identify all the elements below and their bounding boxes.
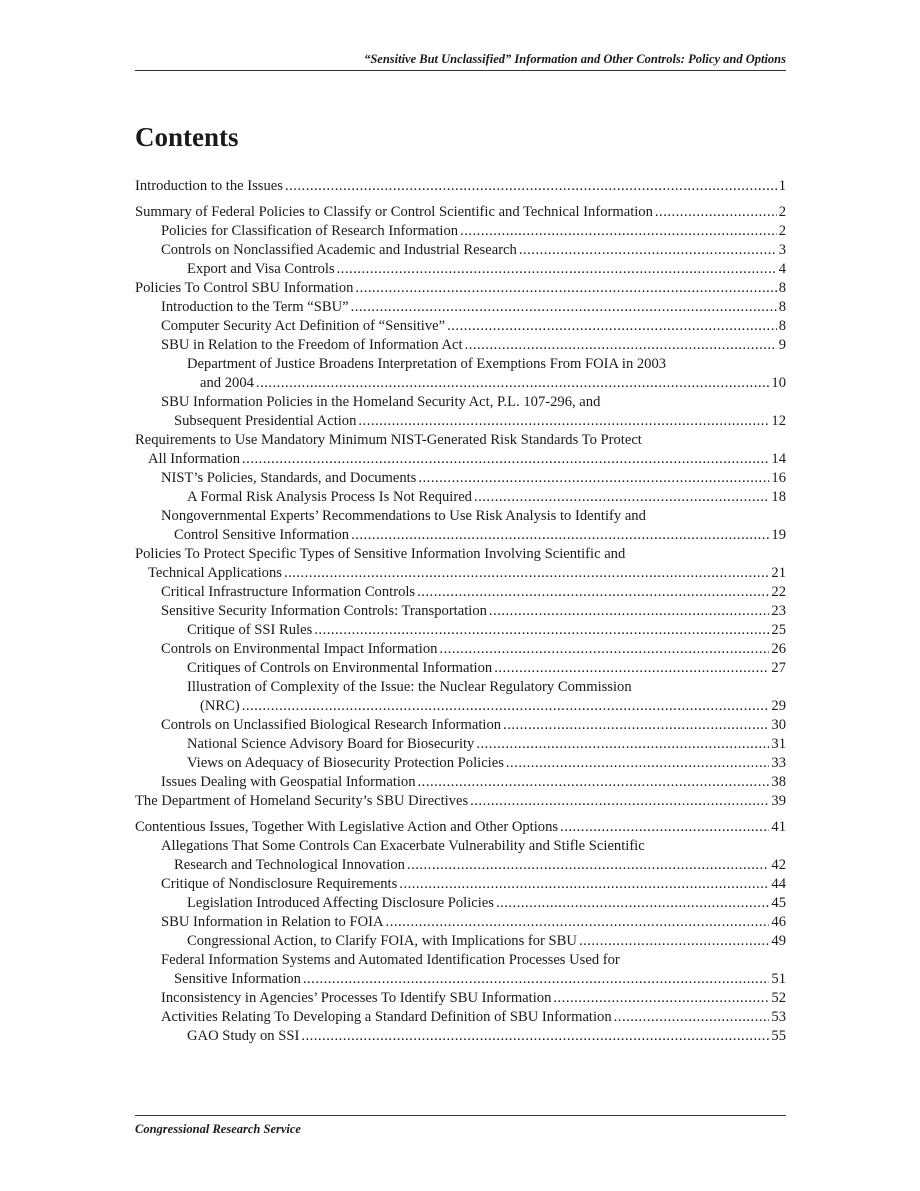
toc-entry-title: Controls on Environmental Impact Information: [161, 641, 438, 657]
toc-entry-title-line: Illustration of Complexity of the Issue: the Nuclear Regulatory Commission: [187, 679, 632, 695]
toc-entry-title: Subsequent Presidential Action: [174, 413, 357, 429]
dot-leader: [351, 298, 777, 317]
toc-entry-title: Contentious Issues, Together With Legislative Action and Other Options: [135, 819, 559, 835]
dot-leader: [285, 177, 777, 196]
toc-entry[interactable]: [135, 735, 786, 754]
toc-page-number: 39: [771, 793, 786, 809]
dot-leader: [470, 792, 769, 811]
toc-entry-title: Research and Technological Innovation: [174, 857, 405, 873]
toc-page-number: 18: [771, 489, 786, 505]
toc-entry-title-line: Requirements to Use Mandatory Minimum NIST-Generated Risk Standards To Protect: [135, 432, 642, 448]
toc-page-number: 41: [771, 819, 786, 835]
page-title: Contents: [135, 122, 239, 152]
toc-entry-title: The Department of Homeland Security’s SBU Directives: [135, 793, 469, 809]
toc-page-number: 2: [778, 223, 786, 239]
toc-entry[interactable]: [135, 875, 786, 894]
toc-page-number: 53: [771, 1009, 786, 1025]
dot-leader: [614, 1008, 770, 1027]
toc-entry-title-line: Federal Information Systems and Automated Identification Processes Used for: [161, 952, 620, 968]
dot-leader: [418, 469, 769, 488]
toc-page-number: 46: [771, 914, 786, 930]
toc-entry-title-line: Policies To Protect Specific Types of Sensitive Information Involving Scientific and: [135, 546, 626, 562]
toc-entry[interactable]: [135, 393, 786, 431]
dot-leader: [386, 913, 770, 932]
running-header: “Sensitive But Unclassified” Information and Other Controls: Policy and Options: [135, 52, 786, 71]
toc-entry-title: SBU Information in Relation to FOIA: [161, 914, 384, 930]
dot-leader: [301, 1027, 769, 1046]
toc-entry[interactable]: [135, 177, 786, 196]
toc-entry[interactable]: [135, 317, 786, 336]
dot-leader: [242, 697, 770, 716]
toc-entry-title: and 2004: [200, 375, 254, 391]
toc-entry[interactable]: [135, 1008, 786, 1027]
toc-page-number: 23: [771, 603, 786, 619]
toc-entry-title: Sensitive Information: [174, 971, 301, 987]
toc-entry-title: Critiques of Controls on Environmental Information: [187, 660, 493, 676]
dot-leader: [314, 621, 769, 640]
toc-page-number: 31: [771, 736, 786, 752]
toc-page-number: 52: [771, 990, 786, 1006]
dot-leader: [655, 203, 777, 222]
toc-entry[interactable]: [135, 837, 786, 875]
dot-leader: [439, 640, 769, 659]
dot-leader: [465, 336, 777, 355]
toc-entry[interactable]: [135, 260, 786, 279]
toc-page-number: 51: [771, 971, 786, 987]
toc-entry-title: Activities Relating To Developing a Standard Definition of SBU Information: [161, 1009, 612, 1025]
toc-entry[interactable]: [135, 894, 786, 913]
toc-entry[interactable]: [135, 716, 786, 735]
toc-entry-title: Introduction to the Term “SBU”: [161, 299, 349, 315]
toc-entry-title: Legislation Introduced Affecting Disclosure Policies: [187, 895, 494, 911]
toc-page-number: 19: [771, 527, 786, 543]
toc-entry-title-line: Nongovernmental Experts’ Recommendations to Use Risk Analysis to Identify and: [161, 508, 646, 524]
toc-entry-title: A Formal Risk Analysis Process Is Not Required: [187, 489, 472, 505]
toc-entry-title: Controls on Nonclassified Academic and Industrial Research: [161, 242, 517, 258]
dot-leader: [418, 773, 770, 792]
toc-entry[interactable]: [135, 298, 786, 317]
dot-leader: [476, 735, 769, 754]
toc-page-number: 1: [778, 178, 786, 194]
toc-entry[interactable]: [135, 431, 786, 469]
dot-leader: [503, 716, 769, 735]
dot-leader: [494, 659, 769, 678]
toc-page-number: 22: [771, 584, 786, 600]
toc-entry[interactable]: [135, 355, 786, 393]
toc-entry[interactable]: [135, 989, 786, 1008]
toc-entry[interactable]: [135, 678, 786, 716]
toc-entry[interactable]: [135, 488, 786, 507]
toc-entry[interactable]: [135, 507, 786, 545]
toc-page-number: 14: [771, 451, 786, 467]
dot-leader: [519, 241, 777, 260]
toc-entry-title: Sensitive Security Information Controls: Transportation: [161, 603, 487, 619]
toc-entry[interactable]: [135, 241, 786, 260]
toc-page-number: 29: [771, 698, 786, 714]
toc-entry[interactable]: [135, 583, 786, 602]
toc-page-number: 8: [778, 299, 786, 315]
toc-entry-title: Introduction to the Issues: [135, 178, 283, 194]
dot-leader: [474, 488, 769, 507]
toc-entry-title: All Information: [148, 451, 241, 467]
toc-page-number: 25: [771, 622, 786, 638]
toc-entry[interactable]: [135, 469, 786, 488]
toc-entry[interactable]: [135, 336, 786, 355]
toc-page-number: 8: [778, 280, 786, 296]
dot-leader: [337, 260, 777, 279]
dot-leader: [506, 754, 770, 773]
dot-leader: [496, 894, 769, 913]
dot-leader: [242, 450, 769, 469]
toc-entry-title: GAO Study on SSI: [187, 1028, 300, 1044]
dot-leader: [460, 222, 777, 241]
toc-entry[interactable]: [135, 773, 786, 792]
dot-leader: [407, 856, 769, 875]
toc-page-number: 4: [778, 261, 786, 277]
toc-page-number: 10: [771, 375, 786, 391]
toc-page-number: 12: [771, 413, 786, 429]
toc-entry[interactable]: [135, 222, 786, 241]
toc-entry-title: Controls on Unclassified Biological Research Information: [161, 717, 502, 733]
page-footer: Congressional Research Service: [135, 1115, 786, 1137]
toc-entry-title: Policies To Control SBU Information: [135, 280, 354, 296]
toc-entry-title: Critical Infrastructure Information Controls: [161, 584, 416, 600]
toc-entry[interactable]: [135, 203, 786, 222]
toc-page-number: 45: [771, 895, 786, 911]
toc-entry-title: Computer Security Act Definition of “Sensitive”: [161, 318, 446, 334]
toc-entry-title-line: Department of Justice Broadens Interpretation of Exemptions From FOIA in 2003: [187, 356, 667, 372]
dot-leader: [256, 374, 769, 393]
dot-leader: [560, 818, 769, 837]
toc-entry-title-line: Allegations That Some Controls Can Exacerbate Vulnerability and Stifle Scientific: [161, 838, 645, 854]
toc-entry[interactable]: [135, 932, 786, 951]
dot-leader: [355, 279, 776, 298]
toc-entry[interactable]: [135, 951, 786, 989]
toc-page-number: 49: [771, 933, 786, 949]
toc-entry-title: Summary of Federal Policies to Classify or Control Scientific and Technical Information: [135, 204, 653, 220]
toc-page-number: 42: [771, 857, 786, 873]
toc-page-number: 55: [771, 1028, 786, 1044]
toc-entry-title: Policies for Classification of Research Information: [161, 223, 459, 239]
toc-entry[interactable]: [135, 659, 786, 678]
toc-entry-title: Critique of SSI Rules: [187, 622, 313, 638]
toc-entry-title: Export and Visa Controls: [187, 261, 335, 277]
toc-page-number: 21: [771, 565, 786, 581]
toc-entry[interactable]: [135, 792, 786, 811]
toc-entry-title-line: SBU Information Policies in the Homeland Security Act, P.L. 107-296, and: [161, 394, 601, 410]
toc-entry-title: National Science Advisory Board for Biosecurity: [187, 736, 475, 752]
dot-leader: [553, 989, 769, 1008]
toc-entry-title: Control Sensitive Information: [174, 527, 350, 543]
toc-entry-title: (NRC): [200, 698, 240, 714]
toc-entry[interactable]: [135, 545, 786, 583]
toc-entry-title: Critique of Nondisclosure Requirements: [161, 876, 398, 892]
toc-page-number: 2: [778, 204, 786, 220]
toc-page-number: 30: [771, 717, 786, 733]
dot-leader: [489, 602, 769, 621]
toc-entry[interactable]: [135, 818, 786, 837]
dot-leader: [417, 583, 769, 602]
toc-entry[interactable]: [135, 621, 786, 640]
dot-leader: [579, 932, 769, 951]
toc-page-number: 27: [771, 660, 786, 676]
toc-entry[interactable]: [135, 1027, 786, 1046]
table-of-contents: [135, 177, 786, 1046]
toc-entry[interactable]: [135, 754, 786, 773]
dot-leader: [399, 875, 769, 894]
toc-entry-title: Views on Adequacy of Biosecurity Protection Policies: [187, 755, 504, 771]
toc-page-number: 44: [771, 876, 786, 892]
toc-entry[interactable]: [135, 602, 786, 621]
toc-entry-title: Inconsistency in Agencies’ Processes To Identify SBU Information: [161, 990, 552, 1006]
toc-entry-title: SBU in Relation to the Freedom of Information Act: [161, 337, 463, 353]
toc-entry-title: Technical Applications: [148, 565, 282, 581]
toc-entry-title: Issues Dealing with Geospatial Information: [161, 774, 416, 790]
toc-page-number: 8: [778, 318, 786, 334]
toc-page-number: 3: [778, 242, 786, 258]
toc-page-number: 26: [771, 641, 786, 657]
toc-entry[interactable]: [135, 279, 786, 298]
toc-page-number: 9: [778, 337, 786, 353]
toc-entry[interactable]: [135, 913, 786, 932]
toc-page-number: 33: [771, 755, 786, 771]
toc-page-number: 38: [771, 774, 786, 790]
dot-leader: [284, 564, 769, 583]
dot-leader: [351, 526, 769, 545]
dot-leader: [447, 317, 777, 336]
toc-page-number: 16: [771, 470, 786, 486]
dot-leader: [358, 412, 769, 431]
toc-entry-title: NIST’s Policies, Standards, and Documents: [161, 470, 417, 486]
dot-leader: [303, 970, 770, 989]
toc-entry-title: Congressional Action, to Clarify FOIA, with Implications for SBU: [187, 933, 577, 949]
toc-entry[interactable]: [135, 640, 786, 659]
